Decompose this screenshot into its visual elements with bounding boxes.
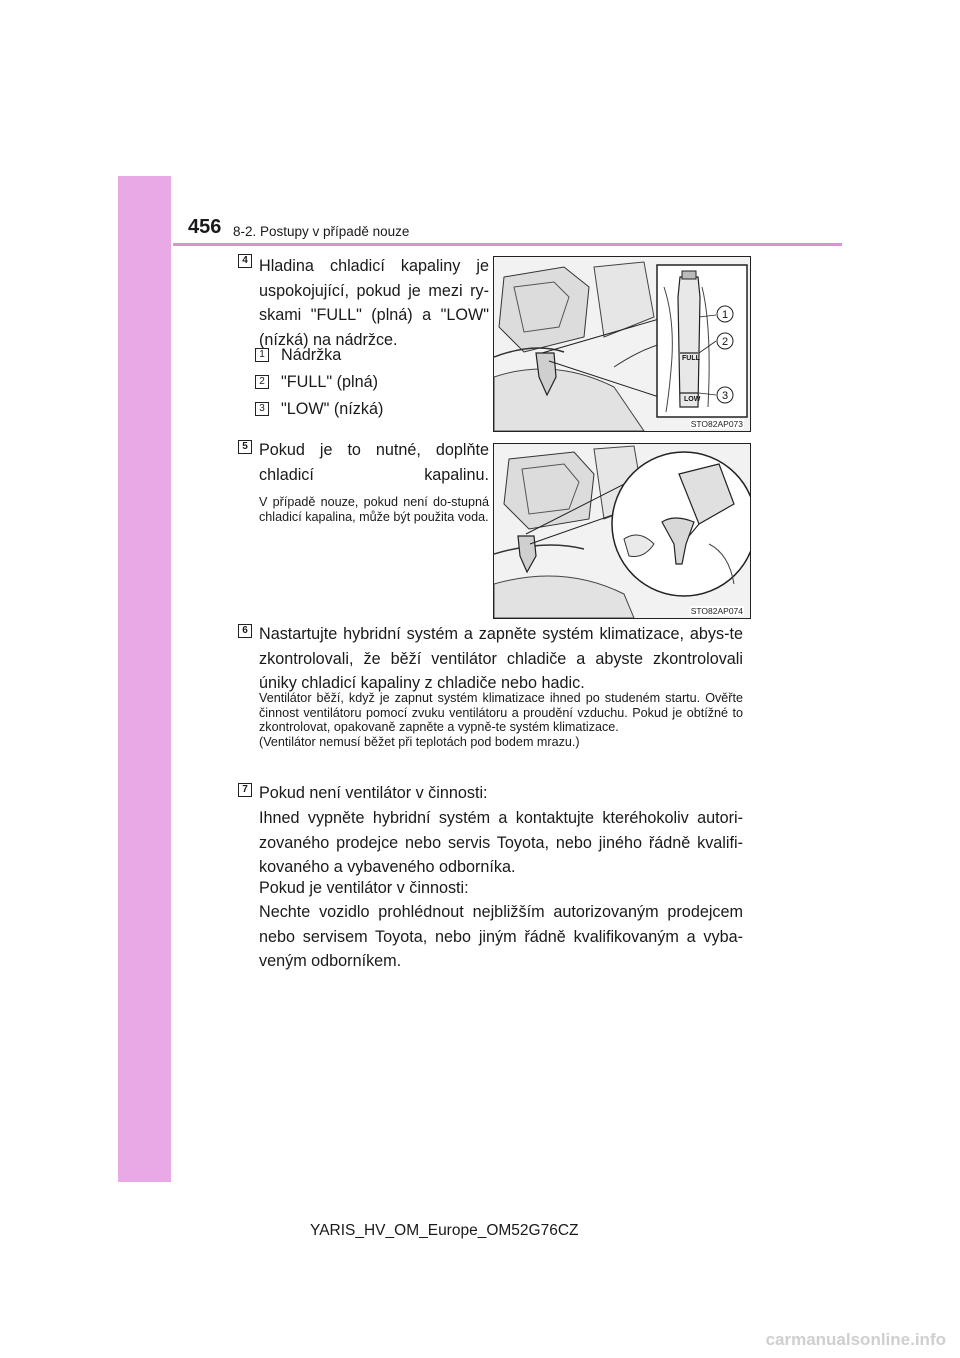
legend-label: "LOW" (nízká) (281, 400, 384, 418)
coolant-reservoir-drawing (494, 257, 750, 431)
step-7-action-off: Ihned vypněte hybridní systém a kontaktujte kteréhokoliv autori-zovaného prodejce nebo servis Toyota, nebo jiného řádně kvalifi-kovaného a vybaveného odborníka. (259, 809, 743, 876)
step-7-condition-off: Pokud není ventilátor v činnosti: (259, 784, 488, 802)
step-6-note-frost: (Ventilátor nemusí běžet při teplotách pod bodem mrazu.) (259, 735, 580, 749)
coolant-refill-illustration (493, 443, 751, 619)
coolant-refill-drawing (494, 444, 750, 618)
legend-label: Nádržka (281, 346, 342, 364)
low-mark: LOW (684, 396, 701, 403)
step-6-note: Ventilátor běží, když je zapnut systém klimatizace ihned po studeném startu. Ověřte činnost ventilátoru pomocí zvuku ventilátoru a proudění vzduchu. Pokud je obtížné to zkontrolovat, opakovaně zapněte a vypně-te systém klimatizace. (259, 691, 743, 735)
header-rule (173, 243, 842, 246)
full-mark: FULL (682, 355, 700, 362)
step-7-action-on: Nechte vozidlo prohlédnout nejbližším autorizovaným prodejcem nebo servisem Toyota, nebo jiným řádně kvalifikovaným a vyba-veným odborníkem. (259, 903, 743, 970)
legend-number: 3 (255, 402, 269, 416)
step-badge-5: 5 (238, 440, 252, 454)
legend-number: 1 (255, 348, 269, 362)
document-code: YARIS_HV_OM_Europe_OM52G76CZ (310, 1222, 579, 1239)
step-5-text: Pokud je to nutné, doplňte chladicí kapalinu. (259, 441, 489, 484)
legend-number: 2 (255, 375, 269, 389)
coolant-level-illustration (493, 256, 751, 432)
step-badge-7: 7 (238, 783, 252, 797)
callout-1: 1 (721, 309, 729, 321)
step-4-text: Hladina chladicí kapaliny je uspokojující, pokud je mezi ry-skami "FULL" (plná) a "LOW" (nízká) na nádržce. (259, 257, 489, 349)
legend-label: "FULL" (plná) (281, 373, 378, 391)
page-number: 456 (188, 216, 222, 238)
callout-2: 2 (721, 336, 729, 348)
section-title: 8-2. Postupy v případě nouze (233, 224, 410, 239)
step-badge-4: 4 (238, 254, 252, 268)
illustration-code: STO82AP074 (690, 606, 743, 616)
step-badge-6: 6 (238, 624, 252, 638)
step-5-note: V případě nouze, pokud není do-stupná chladicí kapalina, může být použita voda. (259, 495, 489, 524)
callout-3: 3 (721, 390, 729, 402)
step-7-condition-on: Pokud je ventilátor v činnosti: (259, 879, 469, 897)
step-6-text: Nastartujte hybridní systém a zapněte systém klimatizace, abys-te zkontrolovali, že běží ventilátor chladiče a abyste zkontrolovali úniky chladicí kapaliny z chladiče nebo hadic. (259, 625, 743, 692)
illustration-code: STO82AP073 (690, 419, 743, 429)
section-tab-band (118, 176, 171, 1182)
watermark: carmanualsonline.info (765, 1330, 946, 1349)
